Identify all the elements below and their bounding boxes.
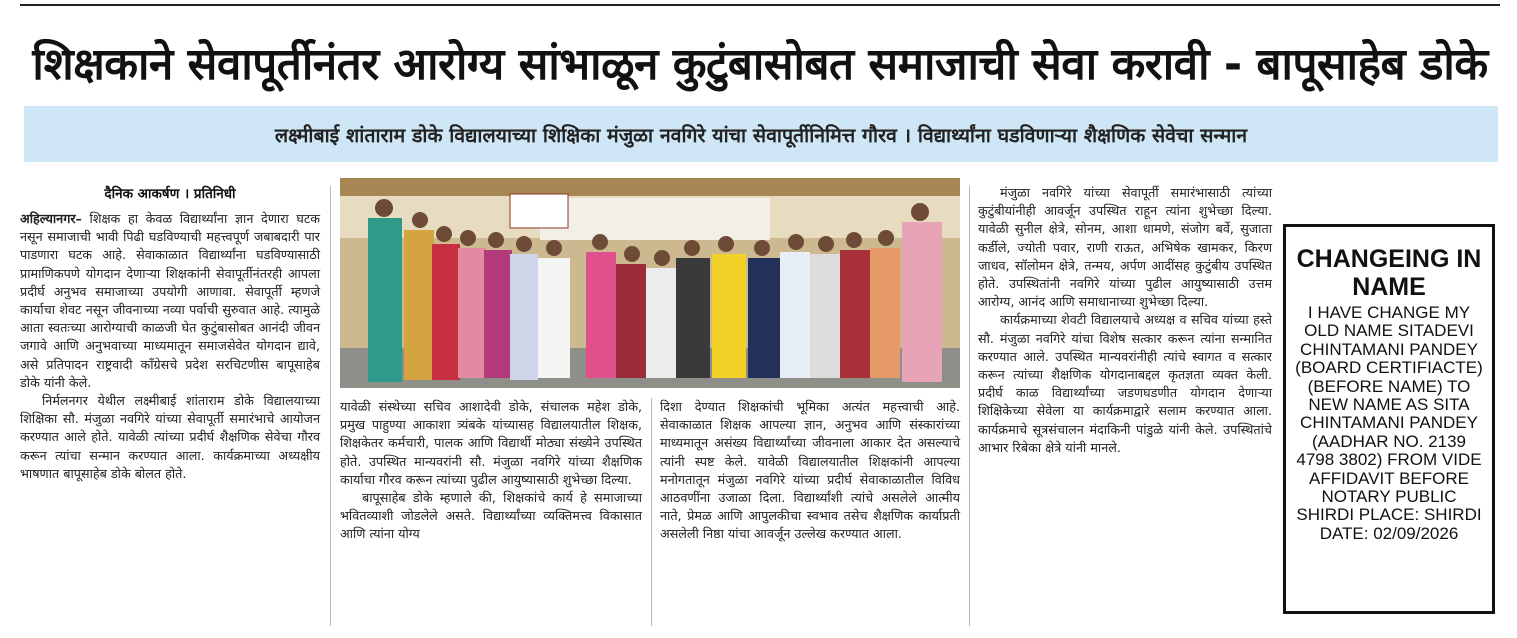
notice-title: CHANGEING IN NAME [1296, 245, 1482, 301]
column-divider [651, 398, 652, 626]
article-column-3 [660, 398, 960, 544]
paragraph: यावेळी संस्थेच्या सचिव आशादेवी डोके, संचालक महेश डोके, प्रमुख पाहुण्या आकाशा त्र्यंबके यांच्यासह विद्यालयातील शिक्षक, शिक्षकेतर कर्मचारी, पालक आणि विद्यार्थी मोठ्या संख्येने उपस्थित होते. उपस्थित मान्यवरांनी सौ. मंजुळा नवगिरे यांच्या शैक्षणिक कार्याचा गौरव करून त्यांच्या पुढील आयुष्यासाठी शुभेच्छा दिल्या. [340, 399, 642, 487]
article-column-2 [340, 398, 642, 544]
byline: दैनिक आकर्षण । प्रतिनिधी [104, 186, 236, 202]
paragraph-text: शिक्षक हा केवळ विद्यार्थ्यांना ज्ञान देणारा घटक नसून समाजाची भावी पिढी घडविण्याची महत्त्वपूर्ण जबाबदारी पार पाडणारा घटक आहे. सेवाकाळात विद्यार्थ्यांना घडविण्यासाठी प्रामाणिकपणे योगदान देणाऱ्या शिक्षकांनी सेवापूर्तीनंतरही आपला प्रदीर्घ अनुभव समाजाच्या उपयोगी आणावा. सेवापूर्ती म्हणजे कार्याचा शेवट नसून जीवनाच्या नव्या पर्वाची सुरुवात आहे. त्यामुळे आता स्वतःच्या आरोग्याची काळजी घेत कुटुंबासोबत आनंदी जीवन जगावे आणि अनुभवाच्या माध्यमातून समाजसेवेत योगदान द्यावे, असे प्रतिपादन राष्ट्रवादी काँग्रेसचे प्रदेश सरचिटणीस बापूसाहेब डोके यांनी केले. [20, 211, 320, 390]
dateline: अहिल्यानगर– [20, 211, 82, 226]
paragraph: दिशा देण्यात शिक्षकांची भूमिका अत्यंत महत्त्वाची आहे. सेवाकाळात शिक्षक आपल्या ज्ञान, अनुभव आणि संस्कारांच्या माध्यमातून असंख्य विद्यार्थ्यांच्या जीवनाला आकार देत असल्याचे त्यांनी स्पष्ट केले. यावेळी विद्यालयातील शिक्षकांनी आपल्या मनोगतातून मंजुळा नवगिरे यांच्या प्रदीर्घ सेवाकाळातील विविध आठवणींना उजाळा दिला. विद्यार्थ्यांशी त्यांचे असलेले आत्मीय नाते, प्रेमळ आणि आपुलकीचा स्वभाव तसेच शैक्षणिक कार्याप्रती असलेली निष्ठा यांचा आवर्जून उल्लेख करण्यात आला. [660, 399, 960, 542]
paragraph: मंजुळा नवगिरे यांच्या सेवापूर्ती समारंभासाठी त्यांच्या कुटुंबीयांनीही आवर्जून उपस्थित राहून त्यांना शुभेच्छा दिल्या. यावेळी सुनील क्षेत्रे, सोनम, आशा धामणे, संजोग बर्वे, सुजाता कर्डीले, ज्योती पवार, राणी राऊत, अभिषेक खामकर, किरण जाधव, सॉलोमन क्षेत्रे, तन्मय, अर्पण आदींसह कुटुंबीय उपस्थित होते. उपस्थितांनी नवगिरे यांच्या पुढील आयुष्यासाठी उत्तम आरोग्य, आनंद आणि समाधानाच्या शुभेच्छा दिल्या. [978, 185, 1272, 310]
notice-body: I HAVE CHANGE MY OLD NAME SITADEVI CHINTAMANI PANDEY (BOARD CERTIFIACTE) (BEFORE NAME) TO NEW NAME AS SITA CHINTAMANI PANDEY (AADHAR NO. 2139 4798 3802) FROM VIDE AFFIDAVIT BEFORE NOTARY PUBLIC SHIRDI PLACE: SHIRDI DATE: 02/09/2026 [1295, 303, 1483, 543]
paragraph: बापूसाहेब डोके म्हणाले की, शिक्षकांचे कार्य हे समाजाच्या भवितव्याशी जोडलेले असते. विद्यार्थ्यांच्या व्यक्तिमत्त्व विकासात आणि त्यांना योग्य [340, 490, 642, 542]
name-change-notice [1283, 224, 1495, 614]
ceremony-photo [340, 178, 960, 388]
subheadline-band [24, 106, 1498, 162]
paragraph: निर्मलनगर येथील लक्ष्मीबाई शांताराम डोके विद्यालयाच्या शिक्षिका सौ. मंजुळा नवगिरे यांच्या सेवापूर्ती समारंभाचे आयोजन करण्यात आले होते. यावेळी त्यांच्या प्रदीर्घ शैक्षणिक सेवेचा गौरव करून त्यांचा सन्मान करण्यात आला. कार्यक्रमाच्या अध्यक्षीय भाषणात बापूसाहेब डोके बोलत होते. [20, 393, 320, 481]
subheadline: लक्ष्मीबाई शांताराम डोके विद्यालयाच्या शिक्षिका मंजुळा नवगिरे यांचा सेवापूर्तीनिमित्त गौरव । विद्यार्थ्यांना घडविणाऱ्या शैक्षणिक सेवेचा सन्मान [274, 123, 1248, 147]
headline: शिक्षकाने सेवापूर्तीनंतर आरोग्य सांभाळून कुटुंबासोबत समाजाची सेवा करावी - बापूसाहेब डोके [32, 39, 1488, 90]
paragraph [20, 210, 320, 392]
article-column-4 [978, 184, 1272, 457]
column-divider [330, 186, 331, 626]
paragraph: कार्यक्रमाच्या शेवटी विद्यालयाचे अध्यक्ष व सचिव यांच्या हस्ते सौ. मंजुळा नवगिरे यांचा विशेष सत्कार करून त्यांना सन्मानित करण्यात आले. उपस्थित मान्यवरांनीही त्यांचे स्वागत व सत्कार करून त्यांच्या शैक्षणिक योगदानाबद्दल कृतज्ञता व्यक्त केली. प्रदीर्घ काळ विद्यार्थ्यांच्या जडणघडणीत योगदान देणाऱ्या शिक्षिकेच्या सेवेला या कार्यक्रमाद्वारे सलाम करण्यात आला. कार्यक्रमाचे सूत्रसंचालन मंदाकिनी पांडुळे यांनी केले. उपस्थितांचे आभार रिबेका क्षेत्रे यांनी मानले. [978, 312, 1272, 455]
article-column-1 [20, 210, 320, 483]
top-rule [20, 4, 1500, 6]
column-divider [969, 186, 970, 626]
